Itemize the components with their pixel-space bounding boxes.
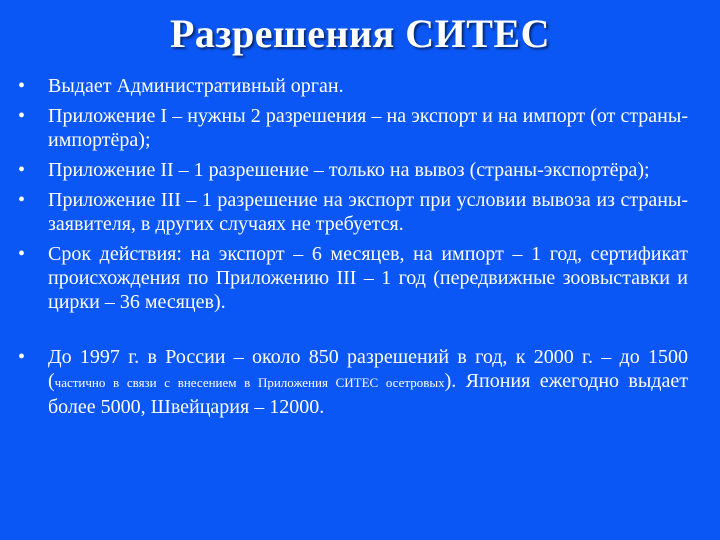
bullet-marker: •	[18, 159, 26, 181]
bullet-text-part2: ). Япония ежегодно выдает более 5000, Швейцария – 12000.	[48, 370, 688, 418]
bullet-text: Приложение III – 1 разрешение на экспорт при условии вывоза из страны-заявителя, в других случаях не требуется.	[48, 189, 688, 235]
bullet-text: Приложение II – 1 разрешение – только на вывоз (страны-экспортёра);	[48, 159, 650, 181]
bullet-list	[18, 74, 688, 425]
bullet-marker: •	[18, 189, 26, 211]
bullet-text-part1: До 1997 г. в России – около 850 разрешений в год, к 2000 г. – до 1500 (	[48, 346, 688, 392]
bullet-text: Срок действия: на экспорт – 6 месяцев, на импорт – 1 год, сертификат происхождения по Приложению III – 1 год (передвижные зоовыставки и цирки – 36 месяцев).	[48, 243, 688, 313]
bullet-item	[18, 242, 688, 314]
bullet-marker: •	[18, 243, 26, 265]
bullet-item	[18, 158, 688, 182]
bullet-item	[18, 104, 688, 152]
bullet-text: Приложение I – нужны 2 разрешения – на экспорт и на импорт (от страны-импортёра);	[48, 105, 688, 151]
slide-title: Разрешения СИТЕС	[169, 11, 550, 56]
bullet-text: Выдает Административный орган.	[48, 75, 344, 97]
bullet-marker: •	[18, 75, 26, 97]
bullet-item	[18, 74, 688, 98]
bullet-item-statistics	[18, 345, 688, 419]
bullet-text-note: частично в связи с внесением в Приложения СИТЕС осетровых	[54, 375, 445, 390]
bullet-item	[18, 188, 688, 236]
bullet-marker: •	[18, 346, 26, 368]
bullet-marker: •	[18, 105, 26, 127]
